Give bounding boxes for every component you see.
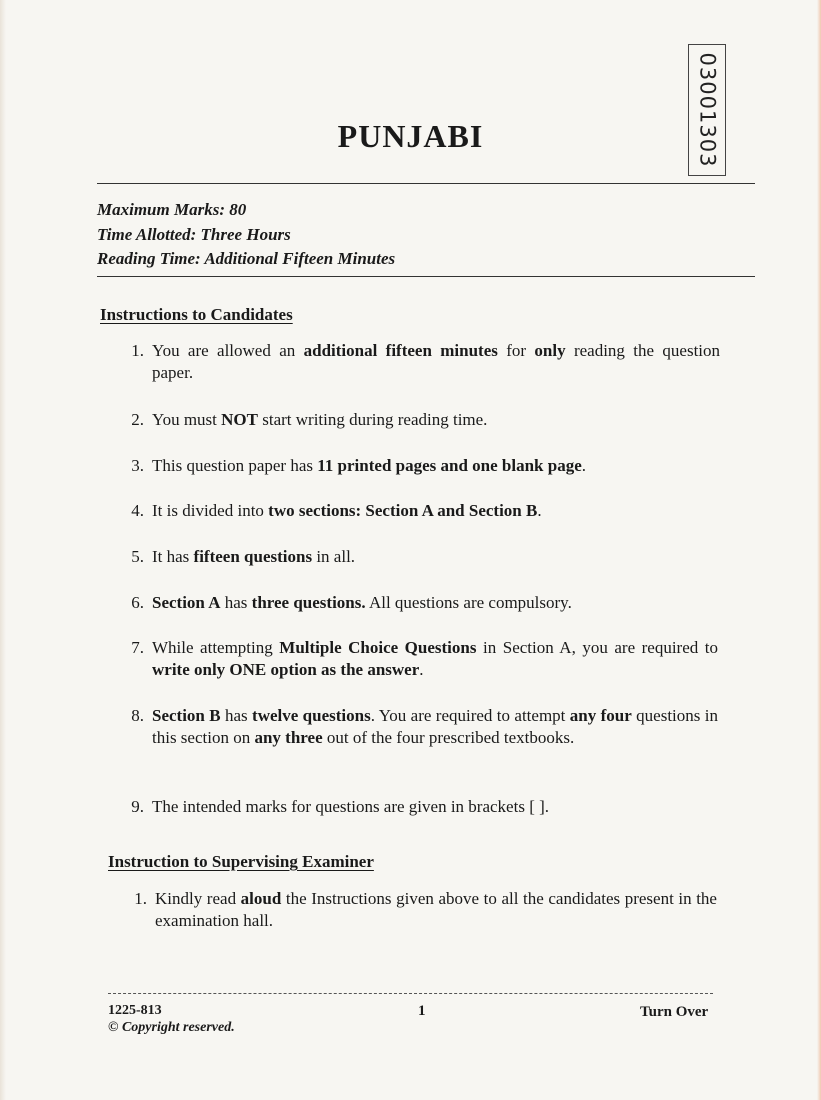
paper-code-box: [688, 44, 726, 176]
candidates-heading: Instructions to Candidates: [100, 305, 293, 324]
exam-meta: [97, 198, 395, 272]
item-text: Kindly read aloud the Instructions given above to all the candidates present in the examination hall.: [155, 889, 717, 930]
divider: [97, 276, 755, 277]
copyright-notice: © Copyright reserved.: [108, 1020, 235, 1035]
paper-code: 03001303: [695, 52, 720, 168]
paper-serial: 1225-813: [108, 1003, 162, 1018]
item-number: 4.: [131, 501, 144, 520]
item-text: You are allowed an additional fifteen minutes for only reading the question paper.: [152, 341, 721, 382]
time-allotted: Time Allotted: Three Hours: [97, 224, 291, 244]
item-number: 6.: [131, 593, 144, 612]
divider: [97, 183, 755, 184]
item-text: It is divided into two sections: Section A and Section B.: [152, 501, 542, 520]
item-number: 2.: [131, 410, 144, 429]
item-number: 1.: [131, 341, 144, 360]
footer-divider: [108, 993, 713, 994]
page-edge: [817, 0, 821, 1100]
page-title: PUNJABI: [337, 118, 484, 154]
item-number: 9.: [131, 797, 144, 816]
item-number: 3.: [131, 456, 144, 475]
item-text: While attempting Multiple Choice Questions in Section A, you are required to write only ONE option as the answer.: [152, 638, 718, 679]
turn-over-label: Turn Over: [640, 1004, 709, 1020]
item-number: 1.: [134, 889, 147, 908]
page-number: 1: [418, 1003, 426, 1019]
examiner-heading: Instruction to Supervising Examiner: [108, 852, 374, 871]
item-text: This question paper has 11 printed pages and one blank page.: [152, 456, 587, 475]
item-text: Section B has twelve questions. You are required to attempt any four questions in this section on any three out of the four prescribed textbooks.: [152, 706, 718, 747]
page-edge: [0, 0, 6, 1100]
item-text: You must NOT start writing during reading time.: [152, 410, 488, 429]
reading-time: Reading Time: Additional Fifteen Minutes: [97, 249, 396, 268]
item-text: Section A has three questions. All questions are compulsory.: [152, 593, 572, 612]
max-marks: Maximum Marks: 80: [97, 200, 247, 219]
item-text: It has fifteen questions in all.: [152, 547, 356, 566]
item-number: 7.: [131, 638, 144, 657]
item-text: The intended marks for questions are given in brackets [ ].: [152, 797, 550, 816]
item-number: 5.: [131, 547, 144, 566]
item-number: 8.: [131, 706, 144, 725]
